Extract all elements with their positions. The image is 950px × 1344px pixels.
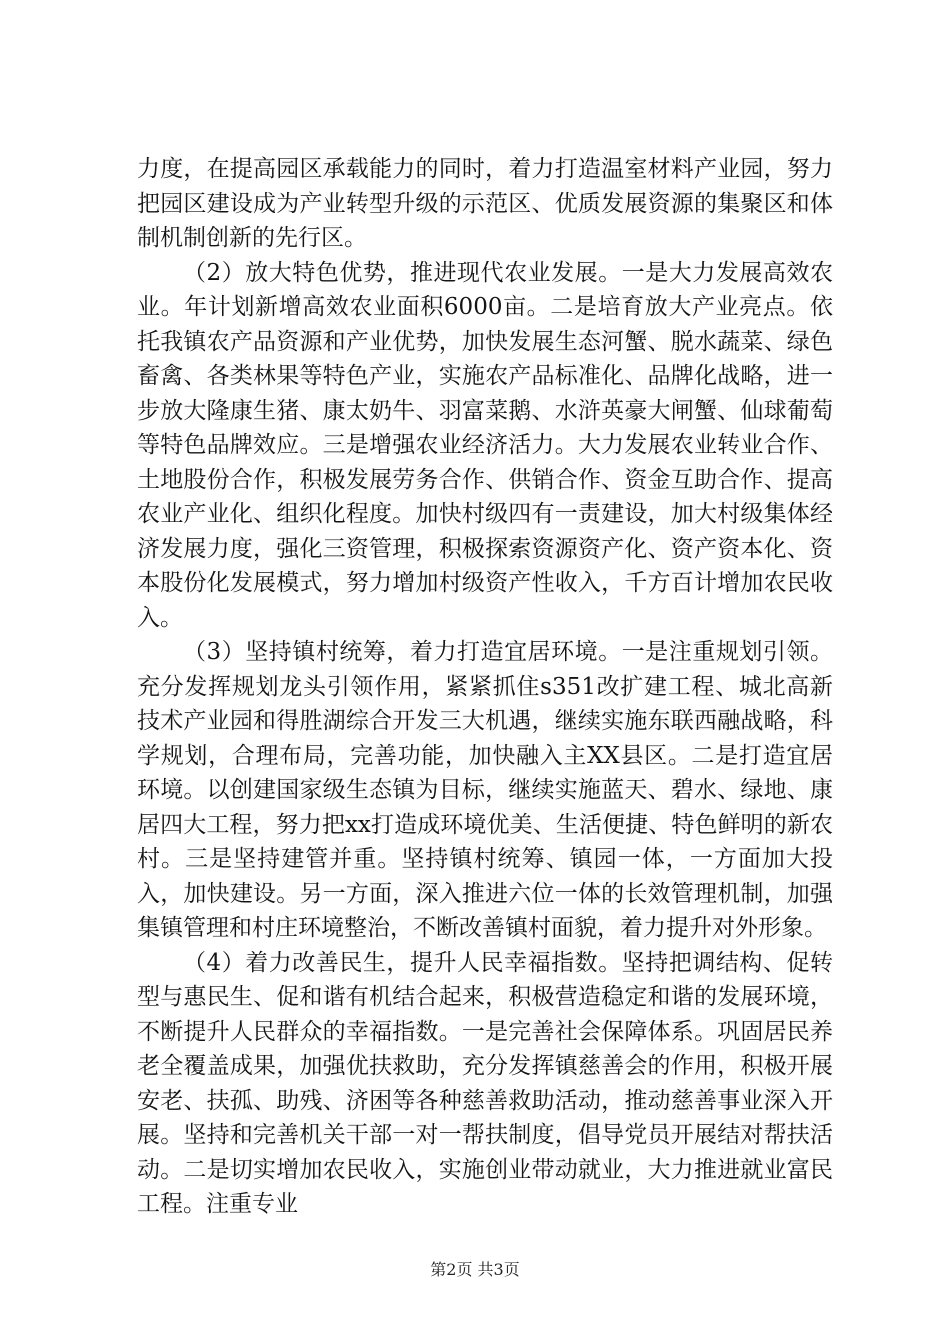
- paragraph-town-village-planning: （3）坚持镇村统筹，着力打造宜居环境。一是注重规划引领。充分发挥规划龙头引领作用，紧紧抓住s351改扩建工程、城北高新技术产业园和得胜湖综合开发三大机遇，继续实施东联西融战略，科学规划，合理布局，完善功能，加快融入主XX县区。二是打造宜居环境。以创建国家级生态镇为目标，继续实施蓝天、碧水、绿地、康居四大工程，努力把xx打造成环境优美、生活便捷、特色鲜明的新农村。三是坚持建管并重。坚持镇村统筹、镇园一体，一方面加大投入，加快建设。另一方面，深入推进六位一体的长效管理机制，加强集镇管理和村庄环境整治，不断改善镇村面貌，着力提升对外形象。: [137, 639, 833, 941]
- page-footer: 第2页 共3页: [430, 1260, 520, 1279]
- document-body: [137, 152, 833, 1222]
- paragraph-agriculture: （2）放大特色优势，推进现代农业发展。一是大力发展高效农业。年计划新增高效农业面积6000亩。二是培育放大产业亮点。依托我镇农产品资源和产业优势，加快发展生态河蟹、脱水蔬菜、绿色畜禽、各类林果等特色产业，实施农产品标准化、品牌化战略，进一步放大隆康生猪、康太奶牛、羽富菜鹅、水浒英豪大闸蟹、仙球葡萄等特色品牌效应。三是增强农业经济活力。大力发展农业转业合作、土地股份合作，积极发展劳务合作、供销合作、资金互助合作、提高农业产业化、组织化程度。加快村级四有一责建设，加大村级集体经济发展力度，强化三资管理，积极探索资源资产化、资产资本化、资本股份化发展模式，努力增加村级资产性收入，千方百计增加农民收入。: [137, 259, 833, 631]
- paragraph-livelihood: （4）着力改善民生，提升人民幸福指数。坚持把调结构、促转型与惠民生、促和谐有机结合起来，积极营造稳定和谐的发展环境，不断提升人民群众的幸福指数。一是完善社会保障体系。巩固居民养老全覆盖成果，加强优扶救助，充分发挥镇慈善会的作用，积极开展安老、扶孤、助残、济困等各种慈善救助活动，推动慈善事业深入开展。坚持和完善机关干部一对一帮扶制度，倡导党员开展结对帮扶活动。二是切实增加农民收入，实施创业带动就业，大力推进就业富民工程。注重专业: [137, 949, 833, 1217]
- paragraph-continuation: 力度，在提高园区承载能力的同时，着力打造温室材料产业园，努力把园区建设成为产业转型升级的示范区、优质发展资源的集聚区和体制机制创新的先行区。: [137, 156, 833, 251]
